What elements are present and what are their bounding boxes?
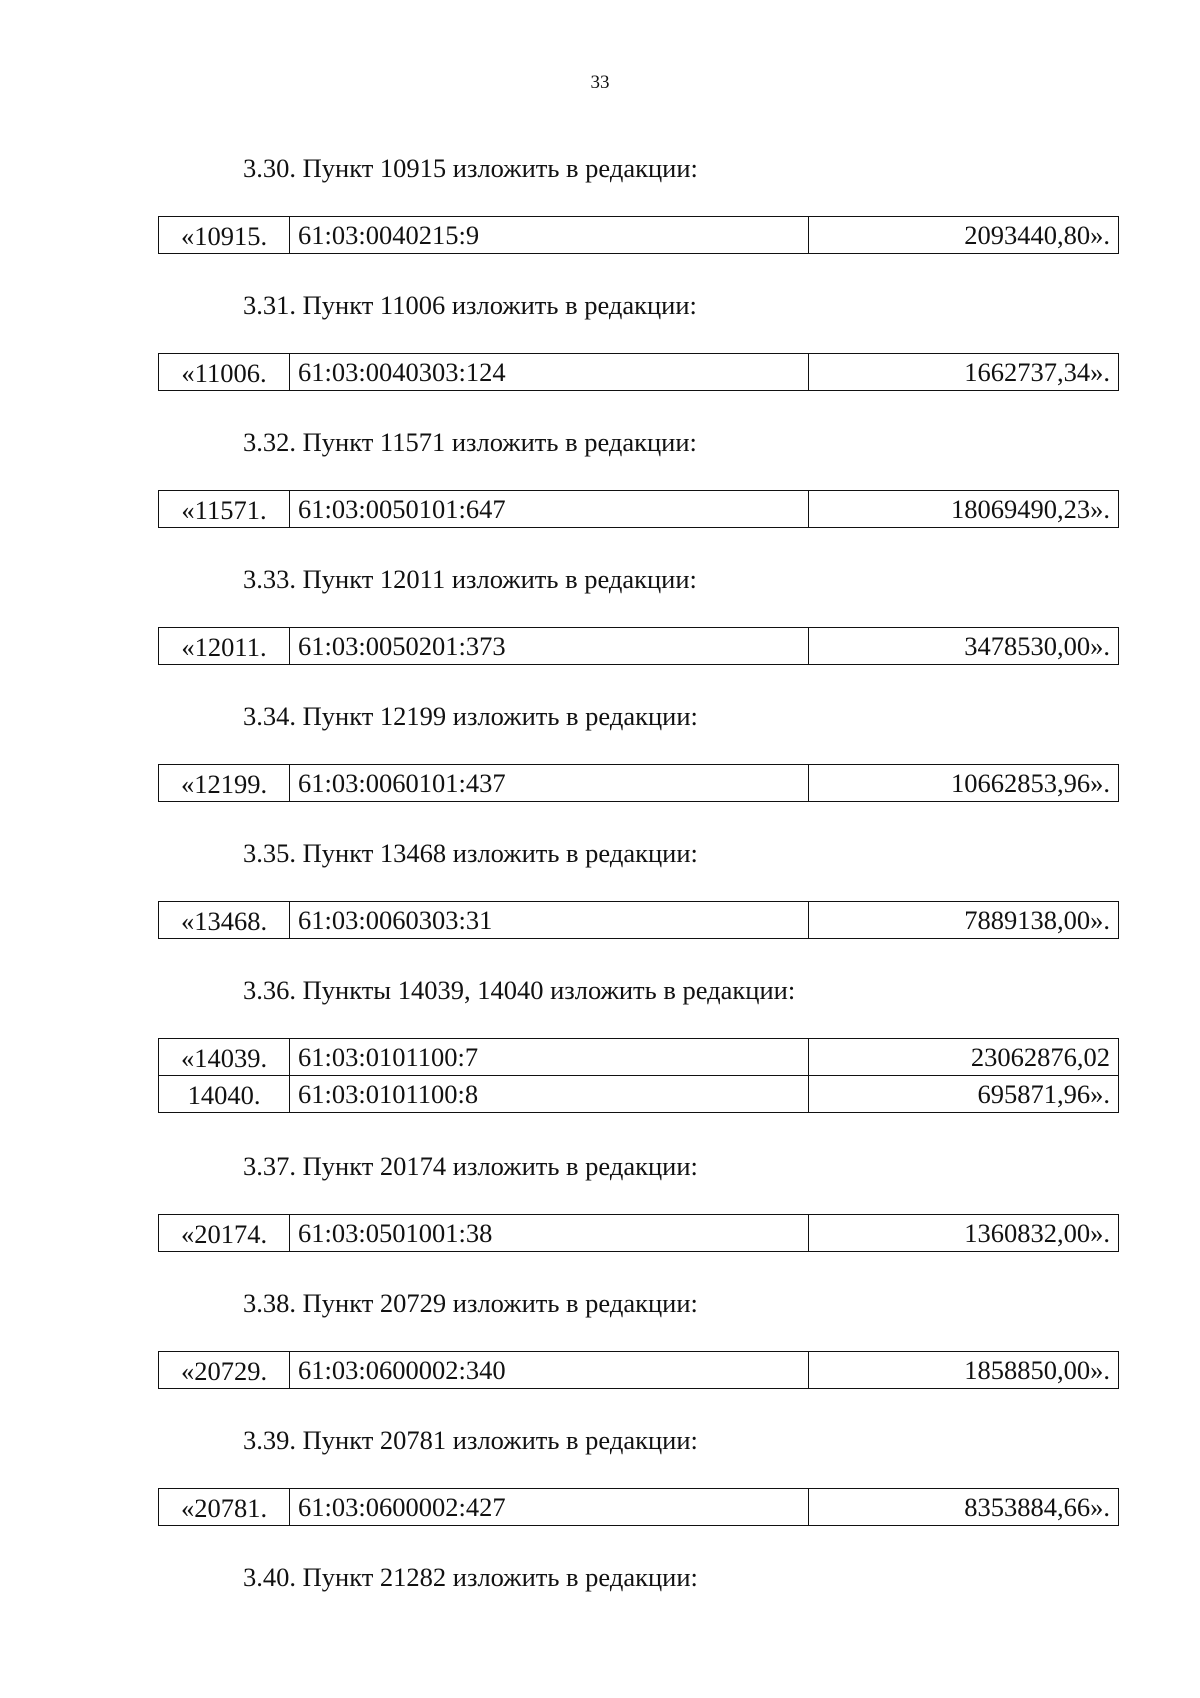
section-heading: 3.34. Пункт 12199 изложить в редакции: [243, 701, 698, 731]
table-row [159, 1489, 1119, 1526]
cadastral-number-cell: 61:03:0060303:31 [290, 902, 809, 939]
table-row [159, 902, 1119, 939]
item-number-cell: «20729. [159, 1352, 290, 1389]
cadastral-value-cell: 1360832,00». [809, 1215, 1119, 1252]
item-table [158, 1351, 1119, 1389]
section-heading: 3.37. Пункт 20174 изложить в редакции: [243, 1151, 698, 1181]
table-row [159, 354, 1119, 391]
cadastral-value-cell: 7889138,00». [809, 902, 1119, 939]
item-number-cell: «12011. [159, 628, 290, 665]
item-table [158, 216, 1119, 254]
item-number-cell: 14040. [159, 1076, 290, 1113]
section-heading: 3.35. Пункт 13468 изложить в редакции: [243, 838, 698, 868]
table-row [159, 1076, 1119, 1113]
cadastral-value-cell: 1662737,34». [809, 354, 1119, 391]
item-number-cell: «11006. [159, 354, 290, 391]
cadastral-number-cell: 61:03:0050201:373 [290, 628, 809, 665]
item-table [158, 764, 1119, 802]
cadastral-number-cell: 61:03:0040303:124 [290, 354, 809, 391]
item-table [158, 627, 1119, 665]
item-number-cell: «20174. [159, 1215, 290, 1252]
cadastral-value-cell: 2093440,80». [809, 217, 1119, 254]
section-heading: 3.40. Пункт 21282 изложить в редакции: [243, 1562, 698, 1592]
cadastral-number-cell: 61:03:0101100:8 [290, 1076, 809, 1113]
item-table [158, 1214, 1119, 1252]
item-table [158, 901, 1119, 939]
item-table [158, 1488, 1119, 1526]
item-number-cell: «11571. [159, 491, 290, 528]
table-row [159, 628, 1119, 665]
cadastral-number-cell: 61:03:0060101:437 [290, 765, 809, 802]
table-row [159, 1352, 1119, 1389]
cadastral-number-cell: 61:03:0600002:340 [290, 1352, 809, 1389]
cadastral-value-cell: 23062876,02 [809, 1039, 1119, 1076]
cadastral-number-cell: 61:03:0501001:38 [290, 1215, 809, 1252]
cadastral-value-cell: 8353884,66». [809, 1489, 1119, 1526]
item-table [158, 353, 1119, 391]
item-number-cell: «20781. [159, 1489, 290, 1526]
section-heading: 3.33. Пункт 12011 изложить в редакции: [243, 564, 697, 594]
cadastral-value-cell: 695871,96». [809, 1076, 1119, 1113]
section-heading: 3.31. Пункт 11006 изложить в редакции: [243, 290, 697, 320]
cadastral-value-cell: 18069490,23». [809, 491, 1119, 528]
table-row [159, 1039, 1119, 1076]
cadastral-number-cell: 61:03:0040215:9 [290, 217, 809, 254]
table-row [159, 491, 1119, 528]
table-row [159, 1215, 1119, 1252]
cadastral-value-cell: 10662853,96». [809, 765, 1119, 802]
item-table [158, 1038, 1119, 1113]
item-number-cell: «14039. [159, 1039, 290, 1076]
item-table [158, 490, 1119, 528]
section-heading: 3.36. Пункты 14039, 14040 изложить в редакции: [243, 975, 796, 1005]
cadastral-number-cell: 61:03:0050101:647 [290, 491, 809, 528]
section-heading: 3.30. Пункт 10915 изложить в редакции: [243, 153, 698, 183]
section-heading: 3.39. Пункт 20781 изложить в редакции: [243, 1425, 698, 1455]
item-number-cell: «10915. [159, 217, 290, 254]
table-row [159, 217, 1119, 254]
page-number: 33 [590, 72, 610, 93]
cadastral-number-cell: 61:03:0101100:7 [290, 1039, 809, 1076]
item-number-cell: «12199. [159, 765, 290, 802]
item-number-cell: «13468. [159, 902, 290, 939]
table-row [159, 765, 1119, 802]
cadastral-value-cell: 1858850,00». [809, 1352, 1119, 1389]
cadastral-number-cell: 61:03:0600002:427 [290, 1489, 809, 1526]
section-heading: 3.38. Пункт 20729 изложить в редакции: [243, 1288, 698, 1318]
section-heading: 3.32. Пункт 11571 изложить в редакции: [243, 427, 697, 457]
cadastral-value-cell: 3478530,00». [809, 628, 1119, 665]
